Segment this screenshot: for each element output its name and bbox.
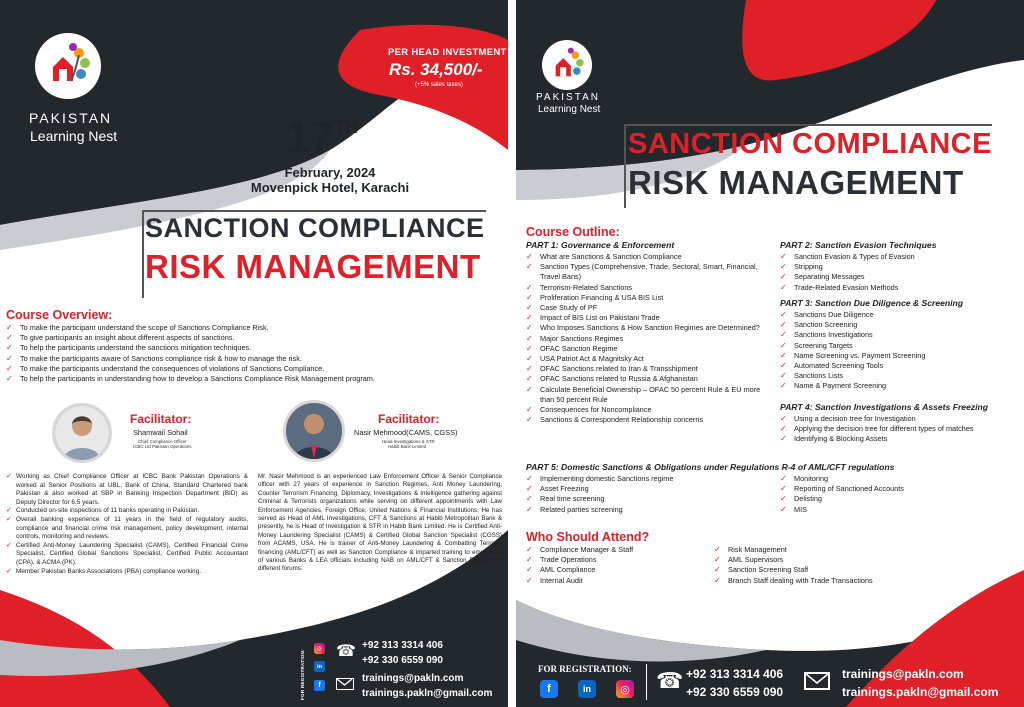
mail-icon bbox=[804, 672, 830, 690]
attend-list-left bbox=[526, 545, 706, 586]
list-item: ✓ Stripping bbox=[780, 262, 823, 272]
list-item: ✓ Screening Targets bbox=[780, 340, 853, 350]
title-line2: RISK MANAGEMENT bbox=[145, 248, 481, 285]
brand-name-line1: PAKISTAN bbox=[536, 92, 600, 103]
registration-label: FOR REGISTRATION: bbox=[300, 648, 305, 700]
part5-heading: PART 5: Domestic Sanctions & Obligations under Regulations R-4 of AML/CFT regulations bbox=[526, 462, 895, 472]
list-item: ✓ What are Sanctions & Sanction Compliance bbox=[526, 252, 682, 261]
brand-logo bbox=[35, 33, 101, 99]
list-item: ✓ Certified Anti-Money Laundering Specialist (CAMS), Certified Financial Crime Specialist, Certified Global Sanctions Specialist, Certified Public Accountant (CPA), & ACMA (PK). bbox=[6, 541, 248, 566]
part1-list bbox=[526, 252, 766, 425]
facilitator1-photo bbox=[52, 403, 112, 463]
facilitator1-name: Shamwail Sohail bbox=[133, 428, 188, 437]
overview-list bbox=[6, 323, 501, 384]
part2-heading: PART 2: Sanction Evasion Techniques bbox=[780, 240, 937, 250]
list-item: ✓ Sanction Screening Staff bbox=[714, 565, 809, 575]
list-item: ✓ Case Study of PF bbox=[526, 303, 598, 313]
list-item: ✓ USA Patriot Act & Magnitsky Act bbox=[526, 354, 644, 364]
facilitator2-bio: Mr. Nasir Mehmood is an experienced Law Enforcement Officer & Senior Compliance officer with 27 years of experience in Sanction Regimes, Anti Money Laundering, Counter Terrorism Financing, Diplomacy, Investigations & Intelligence gathering against Criminal & Terrorists organizations while serving on different appointments with Law Enforcement Agencies, Foreign Office, United Nations & Financial Institutions. He has served as Head of AML Investigations, CFT & Sanctions at Habib Metropolitan Bank & presently, he is Head of Investigation & STR in Habib Bank Limited. He is Certified Anti-Money Laundering Specialist (CAMS) & Certified Global Sanction Specialist (CGSS) from ACAMS, USA. He is trainer of Anti-Money Laundering & Combatting Terrorist financing (AML/CFT) as well as Sanction Compliance & imparted training to employees of various Banks & LEA officials including NAB on AML/CFT & Sanction Regimes at different forums. bbox=[258, 473, 502, 573]
list-item: ✓ Branch Staff dealing with Trade Transactions bbox=[714, 575, 873, 585]
facilitator2-photo bbox=[283, 400, 345, 462]
brand-name-line2: Learning Nest bbox=[30, 128, 118, 144]
facilitator2-role1: Head Investigations & STR bbox=[382, 439, 435, 444]
phone-icon: ☎ bbox=[336, 643, 356, 660]
attend-list-right bbox=[714, 545, 954, 586]
part3-heading: PART 3: Sanction Due Diligence & Screening bbox=[780, 298, 964, 308]
list-item: ✓ Impact of BIS List on Pakistani Trade bbox=[526, 313, 660, 323]
list-item: ✓ Using a decision tree for Investigation bbox=[780, 414, 916, 423]
attend-heading: Who Should Attend? bbox=[526, 530, 650, 544]
tree-house-icon bbox=[542, 40, 592, 90]
email1[interactable]: trainings@pakln.com bbox=[842, 667, 964, 681]
list-item: ✓ Implementing domestic Sanctions regime bbox=[526, 474, 674, 483]
page-gutter bbox=[508, 0, 516, 707]
event-month-year: February, 2024 bbox=[284, 165, 376, 180]
list-item: ✓ AML Compliance bbox=[526, 565, 596, 575]
list-item: ✓ Major Sanctions Regimes bbox=[526, 333, 624, 343]
phone2[interactable]: +92 330 6559 090 bbox=[362, 655, 443, 666]
list-item: ✓ Internal Audit bbox=[526, 575, 583, 585]
list-item: ✓ Trade Operations bbox=[526, 555, 597, 565]
phone-icon: ☎ bbox=[656, 668, 684, 693]
list-item: ✓ Compliance Manager & Staff bbox=[526, 545, 634, 554]
investment-price: Rs. 34,500/- bbox=[389, 60, 483, 79]
list-item: ✓ Sanctions Due Diligence bbox=[780, 310, 874, 319]
list-item: ✓ Risk Management bbox=[714, 545, 787, 554]
part4-list bbox=[780, 414, 1020, 445]
list-item: ✓ AML Supervisors bbox=[714, 555, 784, 565]
list-item: ✓ To help the participants in understanding how to develop a Sanctions Compliance Risk Management program. bbox=[6, 374, 375, 384]
list-item: ✓ Delisting bbox=[780, 494, 822, 504]
brand-name-line2: Learning Nest bbox=[538, 104, 601, 115]
brand-logo bbox=[542, 40, 592, 90]
list-item: ✓ Sanction Screening bbox=[780, 320, 858, 330]
phone2[interactable]: +92 330 6559 090 bbox=[686, 685, 784, 699]
email1[interactable]: trainings@pakln.com bbox=[362, 673, 464, 684]
person-icon bbox=[286, 403, 342, 459]
registration-vertical-label bbox=[300, 636, 312, 702]
right-flyer-page bbox=[516, 0, 1024, 707]
list-item: ✓ Sanction Types (Comprehensive, Trade, Sectoral, Smart, Financial, Travel Bans) bbox=[526, 262, 758, 282]
investment-label: PER HEAD INVESTMENT bbox=[388, 47, 507, 58]
investment-tax-note: (+5% sales taxes) bbox=[415, 82, 463, 88]
facilitator1-role2: ICBC Ltd Pakistan Operations bbox=[133, 444, 192, 449]
list-item: ✓ Conducted on-site inspections of 11 banks operating in Pakistan. bbox=[6, 507, 200, 515]
list-item: ✓ To make the participant understand the scope of Sanctions Compliance Risk. bbox=[6, 323, 269, 332]
list-item: ✓ Name & Payment Screening bbox=[780, 381, 887, 391]
title-line2: RISK MANAGEMENT bbox=[628, 164, 964, 201]
event-day-suffix: TH bbox=[333, 117, 358, 137]
list-item: ✓ Automated Screening Tools bbox=[780, 361, 884, 371]
facebook-icon[interactable]: f bbox=[540, 680, 558, 698]
list-item: ✓ To give participants an insight about different aspects of sanctions. bbox=[6, 333, 235, 343]
list-item: ✓ Related parties screening bbox=[526, 504, 623, 514]
list-item: ✓ Reporting of Sanctioned Accounts bbox=[780, 484, 904, 494]
facilitator1-bullets bbox=[6, 473, 248, 576]
list-item: ✓ Overall banking experience of 11 years in the field of regulatory audits, compliance and financial crime risk management, policy development, internal controls, monitoring and reviews. bbox=[6, 515, 248, 541]
facilitator1-role1: Chief Compliance Officer bbox=[138, 439, 187, 444]
part3-list bbox=[780, 310, 1020, 392]
list-item: ✓ OFAC Sanctions related to Russia & Afghanistan bbox=[526, 374, 698, 384]
part5-list-left bbox=[526, 474, 766, 515]
event-day bbox=[285, 113, 358, 163]
list-item: ✓ Terrorism-Related Sanctions bbox=[526, 282, 633, 292]
facilitator2-name: Nasir Mehmood(CAMS, CGSS) bbox=[354, 428, 458, 437]
outline-heading: Course Outline: bbox=[526, 225, 620, 239]
left-flyer-page bbox=[0, 0, 508, 707]
instagram-icon[interactable]: ◎ bbox=[314, 643, 325, 654]
phone1[interactable]: +92 313 3314 406 bbox=[362, 640, 443, 651]
list-item: ✓ Sanctions Investigations bbox=[780, 330, 873, 340]
list-item: ✓ Working as Chief Compliance Officer at ICBC Bank Pakistan Operations & worked at Senior Positions at UBL, Bank of China, Standard Chartered bank Pakistan & also worked at SBP in Banking Inspection Department (BID) as Deputy Director for 6.5 years. bbox=[6, 473, 248, 506]
part1-heading: PART 1: Governance & Enforcement bbox=[526, 240, 675, 250]
facilitator2-heading: Facilitator: bbox=[378, 412, 440, 426]
list-item: ✓ To make the participants aware of Sanctions compliance risk & how to manage the risk. bbox=[6, 353, 302, 363]
part2-list bbox=[780, 252, 1020, 293]
list-item: ✓ Monitoring bbox=[780, 474, 829, 483]
brand-name-line1: PAKISTAN bbox=[29, 110, 113, 126]
list-item: ✓ OFAC Sanctions related to Iran & Transshipment bbox=[526, 364, 698, 374]
linkedin-icon[interactable]: in bbox=[314, 661, 325, 672]
list-item: ✓ Separating Messages bbox=[780, 272, 865, 282]
list-item: ✓ Calculate Beneficial Ownership – OFAC 50 percent Rule & EU more than 50 percent Rule bbox=[526, 384, 761, 404]
email2[interactable]: trainings.pakln@gmail.com bbox=[842, 685, 999, 699]
list-item: ✓ To help the participants understand the sanctions mitigation techniques. bbox=[6, 343, 252, 353]
list-item: ✓ Sanctions & Correspondent Relationship concerns bbox=[526, 415, 704, 425]
part5-list-right bbox=[780, 474, 1020, 515]
list-item: ✓ Sanctions Lists bbox=[780, 371, 844, 381]
mail-icon bbox=[336, 678, 354, 690]
list-item: ✓ Trade-Related Evasion Methods bbox=[780, 282, 899, 292]
list-item: ✓ To make the participants understand the consequences of violations of Sanctions Compliance. bbox=[6, 363, 325, 373]
list-item: ✓ OFAC Sanction Regime bbox=[526, 343, 618, 353]
list-item: ✓ Sanction Evasion & Types of Evasion bbox=[780, 252, 915, 261]
list-item: ✓ Consequences for Noncompliance bbox=[526, 405, 652, 415]
list-item: ✓ Asset Freezing bbox=[526, 484, 589, 494]
facebook-icon[interactable]: f bbox=[314, 680, 325, 691]
title-line1: SANCTION COMPLIANCE bbox=[628, 128, 992, 160]
list-item: ✓ Real time screening bbox=[526, 494, 605, 504]
list-item: ✓ MIS bbox=[780, 504, 807, 514]
overview-heading: Course Overview: bbox=[6, 308, 113, 322]
instagram-icon[interactable]: ◎ bbox=[616, 680, 634, 698]
facilitator2-role2: Habib Bank Limited bbox=[388, 444, 427, 449]
list-item: ✓ Identifying & Blocking Assets bbox=[780, 434, 888, 444]
facilitator1-heading: Facilitator: bbox=[130, 412, 192, 426]
person-icon bbox=[55, 406, 109, 460]
event-day-number: 17 bbox=[285, 113, 334, 162]
list-item: ✓ Who Imposes Sanctions & How Sanction Regimes are Determined? bbox=[526, 323, 760, 333]
phone1[interactable]: +92 313 3314 406 bbox=[686, 667, 784, 681]
registration-label: FOR REGISTRATION: bbox=[538, 664, 632, 674]
divider bbox=[646, 664, 647, 700]
email2[interactable]: trainings.pakln@gmail.com bbox=[362, 688, 493, 699]
title-line1: SANCTION COMPLIANCE bbox=[145, 213, 485, 243]
linkedin-icon[interactable]: in bbox=[578, 680, 596, 698]
list-item: ✓ Name Screening vs. Payment Screening bbox=[780, 350, 926, 360]
list-item: ✓ Proliferation Financing & USA BIS List bbox=[526, 292, 664, 302]
part4-heading: PART 4: Sanction Investigations & Assets Freezing bbox=[780, 402, 989, 412]
list-item: ✓ Member Pakistan Banks Associations (PBA) compliance working. bbox=[6, 567, 202, 575]
event-venue: Movenpick Hotel, Karachi bbox=[250, 180, 410, 195]
tree-house-icon bbox=[35, 33, 101, 99]
list-item: ✓ Applying the decision tree for different types of matches bbox=[780, 424, 974, 434]
